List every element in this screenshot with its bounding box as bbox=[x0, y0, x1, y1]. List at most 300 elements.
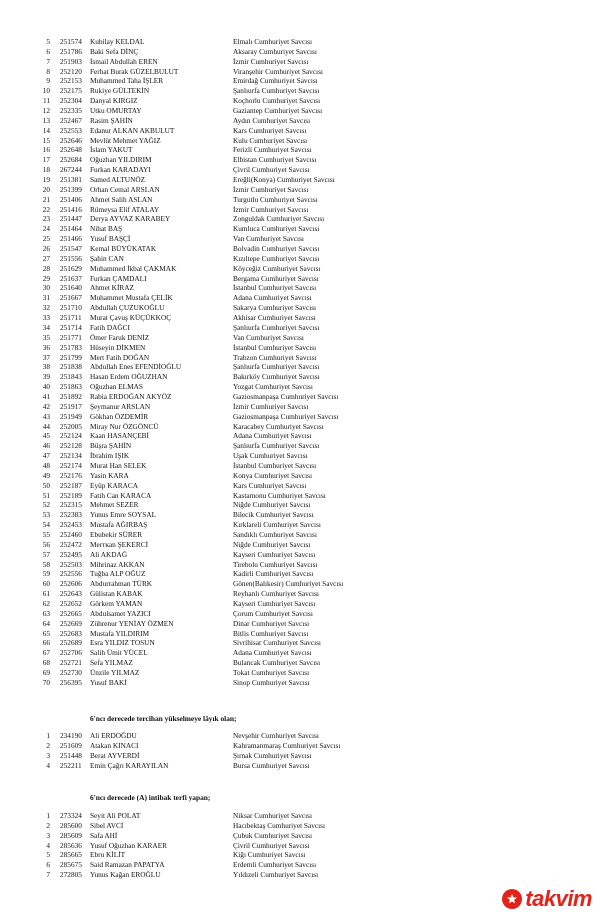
sicil-number: 252665 bbox=[60, 608, 82, 618]
list-row bbox=[0, 145, 600, 155]
row-number: 40 bbox=[42, 382, 50, 392]
sicil-number: 251843 bbox=[60, 372, 82, 382]
person-name: Kemal BÜYÜKATAK bbox=[90, 244, 157, 254]
row-number: 59 bbox=[42, 569, 50, 579]
person-name: Atakan KINACI bbox=[90, 740, 139, 750]
list-row bbox=[0, 254, 600, 264]
person-name: Samed ALTUNÖZ bbox=[90, 175, 146, 185]
list-row bbox=[0, 860, 600, 870]
list-row bbox=[0, 343, 600, 353]
list-row bbox=[0, 323, 600, 333]
assignment-post: Kars Cumhuriyet Savcısı bbox=[233, 480, 307, 490]
person-name: Baki Sefa DİNÇ bbox=[90, 46, 139, 56]
sicil-number: 251466 bbox=[60, 234, 82, 244]
list-row bbox=[0, 244, 600, 254]
list-row bbox=[0, 116, 600, 126]
list-row bbox=[0, 491, 600, 501]
row-number: 12 bbox=[42, 106, 50, 116]
row-number: 33 bbox=[42, 313, 50, 323]
person-name: İsmail Abdullah EREN bbox=[90, 56, 158, 66]
assignment-post: Niğde Cumhuriyet Savcısı bbox=[233, 500, 311, 510]
sicil-number: 285636 bbox=[60, 840, 82, 850]
person-name: Miray Nur ÖZGÖNCÜ bbox=[90, 421, 159, 431]
row-number: 63 bbox=[42, 608, 50, 618]
list-row bbox=[0, 274, 600, 284]
row-number: 29 bbox=[42, 273, 50, 283]
list-row bbox=[0, 648, 600, 658]
list-row bbox=[0, 402, 600, 412]
person-name: Şeymanur ARSLAN bbox=[90, 401, 151, 411]
person-name: Ebru KİLİT bbox=[90, 850, 126, 860]
person-name: Berat AYVERDİ bbox=[90, 750, 140, 760]
row-number: 45 bbox=[42, 431, 50, 441]
person-name: Furkan KARADAYI bbox=[90, 165, 151, 175]
person-name: Edanur ALKAN AKBULUT bbox=[90, 125, 175, 135]
row-number: 62 bbox=[42, 598, 50, 608]
person-name: Mihrinaz AKKAN bbox=[90, 559, 145, 569]
person-name: Safa AHİ bbox=[90, 830, 118, 840]
sicil-number: 252553 bbox=[60, 125, 82, 135]
assignment-post: Kırklareli Cumhuriyet Savcısı bbox=[233, 520, 321, 530]
person-name: Yunus Kağan EROĞLU bbox=[90, 870, 161, 880]
row-number: 27 bbox=[42, 253, 50, 263]
row-number: 32 bbox=[42, 303, 50, 313]
person-name: Hasan Erdem OĞUZHAN bbox=[90, 372, 168, 382]
person-name: Gökhan ÖZDEMİR bbox=[90, 411, 149, 421]
assignment-post: İstanbul Cumhuriyet Savcısı bbox=[233, 283, 317, 293]
person-name: Orhan Cemal ARSLAN bbox=[90, 184, 160, 194]
assignment-post: Çivril Cumhuriyet Savcısı bbox=[233, 840, 310, 850]
assignment-post: İzmir Cumhuriyet Savcısı bbox=[233, 56, 309, 66]
person-name: Emin Çağrı KARAYILAN bbox=[90, 760, 169, 770]
list-row bbox=[0, 811, 600, 821]
list-row bbox=[0, 392, 600, 402]
person-name: Murat Çavuş KÜÇÜKKOÇ bbox=[90, 313, 172, 323]
sicil-number: 251464 bbox=[60, 224, 82, 234]
assignment-post: İstanbul Cumhuriyet Savcısı bbox=[233, 342, 317, 352]
list-row bbox=[0, 658, 600, 668]
sicil-number: 285609 bbox=[60, 830, 82, 840]
person-name: Mert Fatih DOĞAN bbox=[90, 352, 150, 362]
row-number: 46 bbox=[42, 441, 50, 451]
assignment-post: Bursa Cumhuriyet Savcısı bbox=[233, 760, 310, 770]
list-row bbox=[0, 569, 600, 579]
row-number: 52 bbox=[42, 500, 50, 510]
person-name: Abdullah ÇUZUKOĞLU bbox=[90, 303, 165, 313]
list-row bbox=[0, 136, 600, 146]
list-row bbox=[0, 741, 600, 751]
person-name: Derya AYVAZ KARABEY bbox=[90, 214, 171, 224]
row-number: 16 bbox=[42, 145, 50, 155]
assignment-post: Niğde Cumhuriyet Savcısı bbox=[233, 539, 311, 549]
row-number: 44 bbox=[42, 421, 50, 431]
list-row bbox=[0, 540, 600, 550]
sicil-number: 252460 bbox=[60, 529, 82, 539]
sicil-number: 251416 bbox=[60, 204, 82, 214]
person-name: Nihat BAŞ bbox=[90, 224, 123, 234]
row-number: 34 bbox=[42, 322, 50, 332]
sicil-number: 272805 bbox=[60, 870, 82, 880]
list-row bbox=[0, 599, 600, 609]
person-name: Tuğba ALP OĞUZ bbox=[90, 569, 146, 579]
sicil-number: 251547 bbox=[60, 244, 82, 254]
person-name: Rümeysa Elif ATALAY bbox=[90, 204, 160, 214]
row-number: 50 bbox=[42, 480, 50, 490]
assignment-post: Bulancak Cumhuriyet Savcısı bbox=[233, 658, 321, 668]
list-row bbox=[0, 353, 600, 363]
list-row bbox=[0, 96, 600, 106]
list-row bbox=[0, 126, 600, 136]
sicil-number: 252730 bbox=[60, 668, 82, 677]
sicil-number: 256395 bbox=[60, 677, 82, 687]
list-row bbox=[0, 422, 600, 432]
assignment-post: Bakırköy Cumhuriyet Savcısı bbox=[233, 372, 320, 382]
list-row bbox=[0, 106, 600, 116]
row-number: 10 bbox=[42, 86, 50, 96]
assignment-post: Yozgat Cumhuriyet Savcısı bbox=[233, 382, 313, 392]
list-row bbox=[0, 175, 600, 185]
person-name: Büşra ŞAHİN bbox=[90, 441, 132, 451]
row-number: 2 bbox=[46, 820, 50, 830]
list-row bbox=[0, 441, 600, 451]
person-name: Abdullah Enes EFENDİOĞLU bbox=[90, 362, 182, 372]
row-number: 24 bbox=[42, 224, 50, 234]
assignment-post: Koçhorlu Cumhuriyet Savcısı bbox=[233, 96, 321, 106]
row-number: 13 bbox=[42, 115, 50, 125]
sicil-number: 251917 bbox=[60, 401, 82, 411]
sicil-number: 251771 bbox=[60, 332, 82, 342]
list-row bbox=[0, 731, 600, 741]
person-name: Ferhat Burak GÜZELBULUT bbox=[90, 66, 179, 76]
sicil-number: 252503 bbox=[60, 559, 82, 569]
sicil-number: 252124 bbox=[60, 431, 82, 441]
sicil-number: 252706 bbox=[60, 648, 82, 658]
list-row bbox=[0, 372, 600, 382]
row-number: 18 bbox=[42, 165, 50, 175]
assignment-post: Uşak Cumhuriyet Savcısı bbox=[233, 451, 308, 461]
person-name: Sefa YILMAZ bbox=[90, 658, 133, 668]
row-number: 1 bbox=[46, 731, 50, 740]
row-number: 3 bbox=[46, 830, 50, 840]
assignment-post: Şırnak Cumhuriyet Savcısı bbox=[233, 750, 312, 760]
assignment-post: Kayseri Cumhuriyet Savcısı bbox=[233, 598, 316, 608]
row-number: 54 bbox=[42, 520, 50, 530]
person-name: Rukiye GÜLTEKİN bbox=[90, 86, 150, 96]
assignment-post: Kastamonu Cumhuriyet Savcısı bbox=[233, 490, 326, 500]
list-row bbox=[0, 481, 600, 491]
section2-heading: 6'ncı derecede tercihan yükselmeye lâyık olan; bbox=[90, 714, 237, 723]
assignment-post: İzmir Cumhuriyet Savcısı bbox=[233, 184, 309, 194]
person-name: Seyit Ali POLAT bbox=[90, 811, 141, 820]
list-row bbox=[0, 451, 600, 461]
sicil-number: 251949 bbox=[60, 411, 82, 421]
sicil-number: 251903 bbox=[60, 56, 82, 66]
list-row bbox=[0, 619, 600, 629]
row-number: 39 bbox=[42, 372, 50, 382]
row-number: 15 bbox=[42, 135, 50, 145]
assignment-post: Turgutlu Cumhuriyet Savcısı bbox=[233, 194, 318, 204]
sicil-number: 252174 bbox=[60, 460, 82, 470]
person-name: Hüseyin DİKMEN bbox=[90, 342, 146, 352]
list-row bbox=[0, 412, 600, 422]
list-row bbox=[0, 57, 600, 67]
sicil-number: 252669 bbox=[60, 618, 82, 628]
assignment-post: Viranşehir Cumhuriyet Savcısı bbox=[233, 66, 323, 76]
list-row bbox=[0, 293, 600, 303]
list-row bbox=[0, 550, 600, 560]
assignment-post: Şanlıurfa Cumhuriyet Savcısı bbox=[233, 322, 320, 332]
sicil-number: 273324 bbox=[60, 811, 82, 820]
person-name: Yusuf Oğuzhan KARAER bbox=[90, 840, 168, 850]
row-number: 17 bbox=[42, 155, 50, 165]
list-row bbox=[0, 520, 600, 530]
row-number: 57 bbox=[42, 549, 50, 559]
row-number: 14 bbox=[42, 125, 50, 135]
row-number: 6 bbox=[46, 860, 50, 870]
assignment-post: Bergama Cumhuriyet Savcısı bbox=[233, 273, 319, 283]
assignment-post: Adana Cumhuriyet Savcısı bbox=[233, 648, 312, 658]
row-number: 4 bbox=[46, 760, 50, 770]
assignment-post: Elmalı Cumhuriyet Savcısı bbox=[233, 37, 313, 46]
assignment-post: Karacabey Cumhuriyet Savcısı bbox=[233, 421, 324, 431]
assignment-post: Zonguldak Cumhuriyet Savcısı bbox=[233, 214, 325, 224]
row-number: 66 bbox=[42, 638, 50, 648]
person-name: Salih Ümit YÜCEL bbox=[90, 648, 148, 658]
sicil-number: 252495 bbox=[60, 549, 82, 559]
row-number: 7 bbox=[46, 870, 50, 880]
assignment-post: Sivrihisar Cumhuriyet Savcısı bbox=[233, 638, 321, 648]
list-row bbox=[0, 264, 600, 274]
sicil-number: 252175 bbox=[60, 86, 82, 96]
person-name: Utku OMURTAY bbox=[90, 106, 142, 116]
person-name: Ömer Faruk DENİZ bbox=[90, 332, 150, 342]
sicil-number: 252643 bbox=[60, 589, 82, 599]
sicil-number: 252453 bbox=[60, 520, 82, 530]
row-number: 4 bbox=[46, 840, 50, 850]
row-number: 48 bbox=[42, 460, 50, 470]
person-name: Fatih Can KARACA bbox=[90, 490, 152, 500]
assignment-post: Adana Cumhuriyet Savcısı bbox=[233, 431, 312, 441]
sicil-number: 252721 bbox=[60, 658, 82, 668]
list-row bbox=[0, 471, 600, 481]
assignment-post: Yıldızeli Cumhuriyet Savcısı bbox=[233, 870, 319, 880]
assignment-post: Kadirli Cumhuriyet Savcısı bbox=[233, 569, 314, 579]
list-row bbox=[0, 234, 600, 244]
assignment-post: Ferizli Cumhuriyet Savcısı bbox=[233, 145, 312, 155]
sicil-number: 251406 bbox=[60, 194, 82, 204]
row-number: 8 bbox=[46, 66, 50, 76]
row-number: 23 bbox=[42, 214, 50, 224]
sicil-number: 251399 bbox=[60, 184, 82, 194]
assignment-post: Şanlıurfa Cumhuriyet Savcısı bbox=[233, 441, 320, 451]
row-number: 67 bbox=[42, 648, 50, 658]
assignment-post: Tirebolu Cumhuriyet Savcısı bbox=[233, 559, 318, 569]
list-row bbox=[0, 303, 600, 313]
person-name: Kubilay KELDAL bbox=[90, 37, 145, 46]
assignment-post: Sandıklı Cumhuriyet Savcısı bbox=[233, 529, 317, 539]
row-number: 41 bbox=[42, 391, 50, 401]
person-name: Rabia ERDOĞAN AKYÖZ bbox=[90, 391, 172, 401]
sicil-number: 252211 bbox=[60, 760, 82, 770]
row-number: 3 bbox=[46, 750, 50, 760]
main-list bbox=[0, 37, 600, 688]
person-name: Zührenur YENİAY ÖZMEN bbox=[90, 618, 174, 628]
sicil-number: 251892 bbox=[60, 391, 82, 401]
row-number: 49 bbox=[42, 470, 50, 480]
row-number: 35 bbox=[42, 332, 50, 342]
assignment-post: Reyhanlı Cumhuriyet Savcısı bbox=[233, 589, 319, 599]
assignment-post: Bilecik Cumhuriyet Savcısı bbox=[233, 510, 314, 520]
list-row bbox=[0, 461, 600, 471]
list-row bbox=[0, 751, 600, 761]
watermark-text: takvim bbox=[525, 886, 592, 911]
sicil-number: 252652 bbox=[60, 598, 82, 608]
person-name: Yasin KARA bbox=[90, 470, 129, 480]
list-row bbox=[0, 165, 600, 175]
sicil-number: 285600 bbox=[60, 820, 82, 830]
assignment-post: Ereğli(Konya) Cumhuriyet Savcısı bbox=[233, 175, 335, 185]
row-number: 38 bbox=[42, 362, 50, 372]
person-name: Ahmet KİRAZ bbox=[90, 283, 134, 293]
sicil-number: 285675 bbox=[60, 860, 82, 870]
row-number: 55 bbox=[42, 529, 50, 539]
row-number: 26 bbox=[42, 244, 50, 254]
row-number: 51 bbox=[42, 490, 50, 500]
person-name: Görkem YAMAN bbox=[90, 598, 143, 608]
list-row bbox=[0, 579, 600, 589]
person-name: Oğuzhan ELMAS bbox=[90, 382, 143, 392]
person-name: Mehmet SEZER bbox=[90, 500, 139, 510]
person-name: Abdulsamet YAZICI bbox=[90, 608, 151, 618]
list-row bbox=[0, 530, 600, 540]
row-number: 65 bbox=[42, 628, 50, 638]
person-name: Muhammed İkbal ÇAKMAK bbox=[90, 263, 177, 273]
person-name: Ali ERDOĞDU bbox=[90, 731, 137, 740]
sicil-number: 252187 bbox=[60, 480, 82, 490]
person-name: Gülistan KABAK bbox=[90, 589, 143, 599]
sicil-number: 252134 bbox=[60, 451, 82, 461]
person-name: Muhammet Mustafa ÇELİK bbox=[90, 293, 173, 303]
assignment-post: Konya Cumhuriyet Savcısı bbox=[233, 470, 313, 480]
sicil-number: 251448 bbox=[60, 750, 82, 760]
sicil-number: 252304 bbox=[60, 96, 82, 106]
sicil-number: 251783 bbox=[60, 342, 82, 352]
assignment-post: Kahramanmaraş Cumhuriyet Savcısı bbox=[233, 740, 341, 750]
list-row bbox=[0, 214, 600, 224]
row-number: 37 bbox=[42, 352, 50, 362]
sicil-number: 252689 bbox=[60, 638, 82, 648]
assignment-post: Çorum Cumhuriyet Savcısı bbox=[233, 608, 313, 618]
row-number: 68 bbox=[42, 658, 50, 668]
list-row bbox=[0, 638, 600, 648]
person-name: Mustafa YILDIRIM bbox=[90, 628, 150, 638]
sicil-number: 251637 bbox=[60, 273, 82, 283]
assignment-post: Hacıbektaş Cumhuriyet Savcısı bbox=[233, 820, 326, 830]
sicil-number: 251629 bbox=[60, 263, 82, 273]
list-row bbox=[0, 589, 600, 599]
list-row bbox=[0, 86, 600, 96]
list-row bbox=[0, 870, 600, 880]
row-number: 58 bbox=[42, 559, 50, 569]
list-row bbox=[0, 629, 600, 639]
assignment-post: Kulu Cumhuriyet Savcısı bbox=[233, 135, 308, 145]
assignment-post: Erdemli Cumhuriyet Savcısı bbox=[233, 860, 317, 870]
sicil-number: 251799 bbox=[60, 352, 82, 362]
person-name: Murat Han SELEK bbox=[90, 460, 147, 470]
list-row bbox=[0, 362, 600, 372]
list-row bbox=[0, 841, 600, 851]
assignment-post: Sakarya Cumhuriyet Savcısı bbox=[233, 303, 317, 313]
sicil-number: 251667 bbox=[60, 293, 82, 303]
list-row bbox=[0, 382, 600, 392]
row-number: 22 bbox=[42, 204, 50, 214]
row-number: 2 bbox=[46, 740, 50, 750]
sicil-number: 234190 bbox=[60, 731, 82, 740]
assignment-post: Sinop Cumhuriyet Savcısı bbox=[233, 677, 310, 687]
list-row bbox=[0, 37, 600, 47]
list-row bbox=[0, 67, 600, 77]
list-row bbox=[0, 47, 600, 57]
list-row bbox=[0, 76, 600, 86]
assignment-post: Kayseri Cumhuriyet Savcısı bbox=[233, 549, 316, 559]
assignment-post: Kiğı Cumhuriyet Savcısı bbox=[233, 850, 306, 860]
section2-list bbox=[0, 731, 600, 770]
sicil-number: 252153 bbox=[60, 76, 82, 86]
person-name: Mustafa AĞIRBAŞ bbox=[90, 520, 148, 530]
row-number: 69 bbox=[42, 668, 50, 677]
person-name: Merткan ŞEKERCİ bbox=[90, 539, 149, 549]
assignment-post: Gaziantep Cumhuriyet Savcısı bbox=[233, 106, 323, 116]
assignment-post: Van Cumhuriyet Savcısı bbox=[233, 332, 304, 342]
person-name: Sibel AVCİ bbox=[90, 820, 124, 830]
sicil-number: 285665 bbox=[60, 850, 82, 860]
person-name: Yusuf BAŞÇİ bbox=[90, 234, 131, 244]
sicil-number: 252128 bbox=[60, 441, 82, 451]
assignment-post: Nevşehir Cumhuriyet Savcısı bbox=[233, 731, 319, 740]
list-row bbox=[0, 333, 600, 343]
assignment-post: Gönen(Balıkesir) Cumhuriyet Savcısı bbox=[233, 579, 344, 589]
sicil-number: 252315 bbox=[60, 500, 82, 510]
list-row bbox=[0, 850, 600, 860]
assignment-post: Gaziosmanpaşa Cumhuriyet Savcısı bbox=[233, 391, 339, 401]
assignment-post: Çubuk Cumhuriyet Savcısı bbox=[233, 830, 313, 840]
person-name: Said Ramazan PAPATYA bbox=[90, 860, 165, 870]
sicil-number: 252683 bbox=[60, 628, 82, 638]
row-number: 11 bbox=[42, 96, 50, 106]
person-name: Kaan HASANÇEBİ bbox=[90, 431, 149, 441]
row-number: 36 bbox=[42, 342, 50, 352]
assignment-post: Adana Cumhuriyet Savcısı bbox=[233, 293, 312, 303]
row-number: 47 bbox=[42, 451, 50, 461]
list-row bbox=[0, 283, 600, 293]
assignment-post: Çivril Cumhuriyet Savcısı bbox=[233, 165, 310, 175]
assignment-post: Köyceğiz Cumhuriyet Savcısı bbox=[233, 263, 321, 273]
assignment-post: Bitlis Cumhuriyet Savcısı bbox=[233, 628, 309, 638]
section3-heading: 6'ncı derecede (A) intibak terfi yapan; bbox=[90, 793, 211, 802]
assignment-post: Bolvadin Cumhuriyet Savcısı bbox=[233, 244, 320, 254]
person-name: Abdurrahman TÜRK bbox=[90, 579, 153, 589]
person-name: Furkan ÇAMDALI bbox=[90, 273, 147, 283]
row-number: 9 bbox=[46, 76, 50, 86]
assignment-post: İstanbul Cumhuriyet Savcısı bbox=[233, 460, 317, 470]
assignment-post: Kızıltepe Cumhuriyet Savcısı bbox=[233, 253, 320, 263]
sicil-number: 251714 bbox=[60, 322, 82, 332]
sicil-number: 251556 bbox=[60, 253, 82, 263]
list-row bbox=[0, 205, 600, 215]
row-number: 20 bbox=[42, 184, 50, 194]
row-number: 30 bbox=[42, 283, 50, 293]
sicil-number: 252176 bbox=[60, 470, 82, 480]
